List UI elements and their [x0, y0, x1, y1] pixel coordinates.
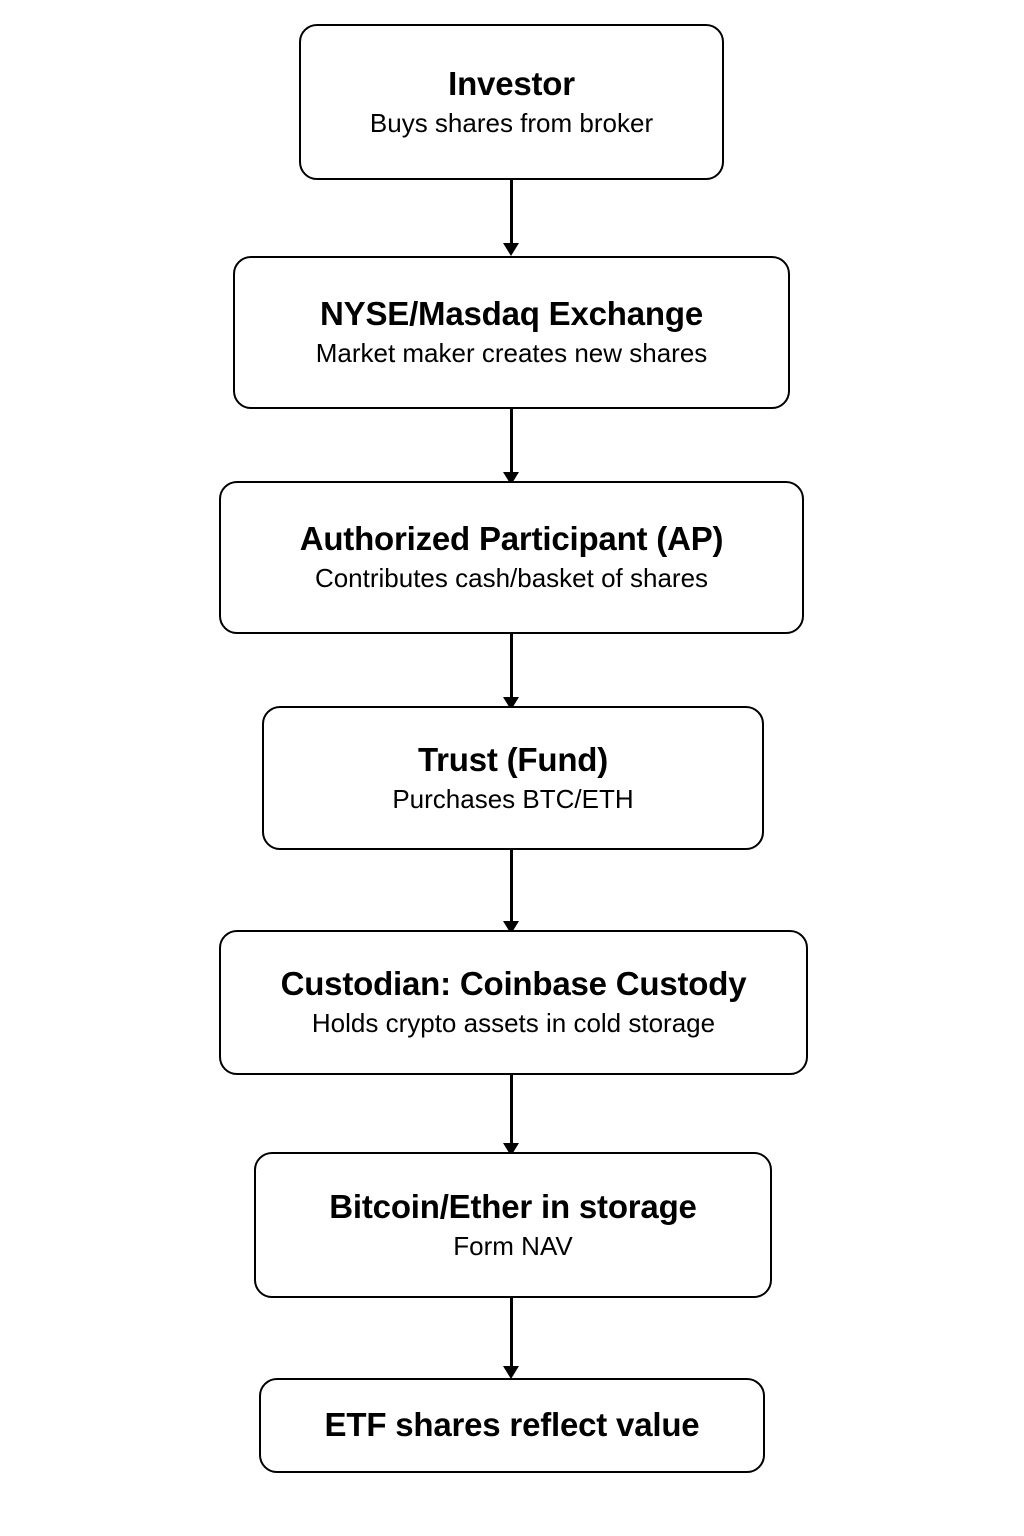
node-authorized-participant-title: Authorized Participant (AP) [299, 520, 724, 558]
node-authorized-participant [219, 481, 804, 634]
node-investor [299, 24, 724, 180]
node-exchange [233, 256, 790, 409]
connector-custodian-to-storage [510, 1075, 513, 1150]
connector-storage-to-etf-shares [510, 1298, 513, 1373]
node-trust-fund-title: Trust (Fund) [417, 740, 609, 778]
node-etf-shares-title: ETF shares reflect value [324, 1406, 700, 1444]
connector-trust-to-custodian [510, 850, 513, 928]
node-trust-fund-subtitle: Purchases BTC/ETH [392, 783, 634, 814]
node-storage-title: Bitcoin/Ether in storage [329, 1187, 697, 1225]
node-custodian [219, 930, 808, 1075]
connector-investor-to-exchange [510, 180, 513, 250]
node-storage [254, 1152, 772, 1298]
node-storage-subtitle: Form NAV [453, 1230, 573, 1261]
arrowhead-investor-to-exchange [503, 243, 519, 256]
node-exchange-title: NYSE/Masdaq Exchange [320, 295, 703, 333]
node-custodian-subtitle: Holds crypto assets in cold storage [311, 1008, 716, 1039]
node-authorized-participant-subtitle: Contributes cash/basket of shares [314, 563, 709, 594]
node-trust-fund [262, 706, 764, 850]
node-exchange-subtitle: Market maker creates new shares [315, 338, 708, 369]
node-investor-title: Investor [448, 64, 575, 102]
connector-ap-to-trust [510, 634, 513, 704]
node-etf-shares [259, 1378, 765, 1473]
connector-exchange-to-ap [510, 409, 513, 479]
node-custodian-title: Custodian: Coinbase Custody [280, 965, 747, 1003]
node-investor-subtitle: Buys shares from broker [369, 107, 654, 138]
